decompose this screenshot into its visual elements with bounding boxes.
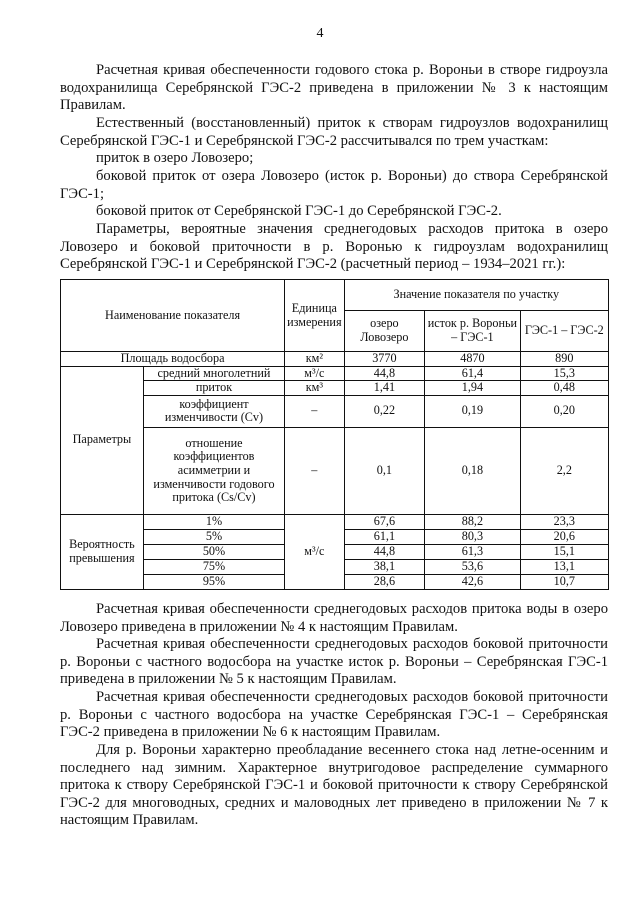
page-number: 4	[316, 26, 324, 41]
row-label-probability: 95%	[143, 574, 284, 589]
paragraph-appendix-5: Расчетная кривая обеспеченности среднегодовых расходов боковой приточности р. Вороньи с частного водосбора на участке исток р. Вороньи – Серебрянская ГЭС-1 приведена в приложении № 5 к настоящим Правилам.	[60, 636, 608, 688]
paragraph-inflow-sections: Естественный (восстановленный) приток к створам гидроузлов водохранилищ Серебрянской ГЭС-1 и Серебрянской ГЭС-2 рассчитывался по трем участкам:	[60, 115, 608, 149]
table-row	[61, 427, 609, 514]
header-ges1-ges2: ГЭС-1 – ГЭС-2	[520, 311, 608, 352]
list-item-lateral-inflow-ges1: боковой приток от озера Ловозеро (исток р. Вороньи) до створа Серебрянской ГЭС-1;	[60, 168, 608, 202]
table-cell: 13,1	[520, 559, 608, 574]
table-cell: 10,7	[520, 574, 608, 589]
table-cell: 42,6	[425, 574, 520, 589]
cell-unit: –	[285, 427, 344, 514]
table-row	[61, 366, 609, 381]
table-cell: 23,3	[520, 514, 608, 529]
list-item-lateral-inflow-ges2: боковой приток от Серебрянской ГЭС-1 до Серебрянской ГЭС-2.	[96, 203, 502, 219]
table-cell: 2,2	[520, 427, 608, 514]
cell-unit: км²	[285, 352, 344, 367]
row-label-probability: 75%	[143, 559, 284, 574]
table-cell: 28,6	[344, 574, 425, 589]
table-cell: 0,19	[425, 395, 520, 427]
paragraph-parameters-intro: Параметры, вероятные значения среднегодовых расходов притока в озеро Ловозеро и боковой приточности в р. Воронью к гидроузлам водохранилищ Серебрянской ГЭС-1 и Серебрянской ГЭС-2 (расчетный период – 1934–2021 гг.):	[60, 221, 608, 273]
table-cell: 0,20	[520, 395, 608, 427]
cell-unit: м³/с	[285, 514, 344, 589]
table-cell: 44,8	[344, 366, 425, 381]
table-row	[61, 352, 609, 367]
table-cell: 44,8	[344, 544, 425, 559]
cell-unit: м³/с	[285, 366, 344, 381]
table-cell: 67,6	[344, 514, 425, 529]
table-cell: 61,3	[425, 544, 520, 559]
table-cell: 61,4	[425, 366, 520, 381]
row-label-probability: 1%	[143, 514, 284, 529]
table-cell: 0,1	[344, 427, 425, 514]
table-cell: 0,22	[344, 395, 425, 427]
paragraph-appendix-7: Для р. Вороньи характерно преобладание весеннего стока над летне-осенним и последнего над зимним. Характерное внутригодовое распределение суммарного притока к створу Серебрянской ГЭС-1 и боковой приточности к створу Серебрянской ГЭС-2 для многоводных, средних и маловодных лет приведено в приложении № 7 к настоящим Правилам.	[60, 742, 608, 829]
row-label-probability: 5%	[143, 529, 284, 544]
header-indicator-name: Наименование показателя	[61, 280, 285, 352]
header-lovozero: озеро Ловозеро	[344, 311, 425, 352]
row-group-label-exceedance: Вероятность превышения	[61, 514, 144, 589]
table-cell: 890	[520, 352, 608, 367]
table-cell: 0,48	[520, 381, 608, 396]
table-row	[61, 395, 609, 427]
list-item-lovozero-inflow: приток в озеро Ловозеро;	[96, 150, 254, 166]
table-cell: 0,18	[425, 427, 520, 514]
row-label-cv: коэффициент изменчивости (Cv)	[143, 395, 284, 427]
header-source-ges1: исток р. Вороньи – ГЭС-1	[425, 311, 520, 352]
inflow-parameters-table	[60, 279, 609, 590]
header-section-values: Значение показателя по участку	[344, 280, 608, 311]
row-label-inflow: приток	[143, 381, 284, 396]
table-row	[61, 381, 609, 396]
cell-unit: –	[285, 395, 344, 427]
table-cell: 15,3	[520, 366, 608, 381]
row-label-cs-cv: отношение коэффициентов асимметрии и изменчивости годового притока (Cs/Cv)	[143, 427, 284, 514]
paragraph-appendix-6: Расчетная кривая обеспеченности среднегодовых расходов боковой приточности р. Вороньи с частного водосбора на участке Серебрянская ГЭС-1 – Серебрянская ГЭС-2 приведена в приложении № 6 к настоящим Правилам.	[60, 689, 608, 741]
table-cell: 20,6	[520, 529, 608, 544]
table-cell: 53,6	[425, 559, 520, 574]
table-cell: 80,3	[425, 529, 520, 544]
row-label-catchment-area: Площадь водосбора	[61, 352, 285, 367]
row-label-probability: 50%	[143, 544, 284, 559]
table-row	[61, 514, 609, 529]
table-cell: 88,2	[425, 514, 520, 529]
table-cell: 61,1	[344, 529, 425, 544]
paragraph-rating-curve-ges2: Расчетная кривая обеспеченности годового стока р. Вороньи в створе гидроузла водохранилища Серебрянской ГЭС-2 приведена в приложении № 3 к настоящим Правилам.	[60, 62, 608, 114]
table-cell: 1,94	[425, 381, 520, 396]
table-cell: 38,1	[344, 559, 425, 574]
table-cell: 15,1	[520, 544, 608, 559]
table-cell: 4870	[425, 352, 520, 367]
table-cell: 1,41	[344, 381, 425, 396]
cell-unit: км³	[285, 381, 344, 396]
table-cell: 3770	[344, 352, 425, 367]
paragraph-appendix-4: Расчетная кривая обеспеченности среднегодовых расходов притока воды в озеро Ловозеро приведена в приложении № 4 к настоящим Правилам.	[60, 601, 608, 635]
header-unit: Единица измерения	[285, 280, 344, 352]
row-group-label-parameters: Параметры	[61, 366, 144, 514]
row-label-mean-annual: средний многолетний	[143, 366, 284, 381]
